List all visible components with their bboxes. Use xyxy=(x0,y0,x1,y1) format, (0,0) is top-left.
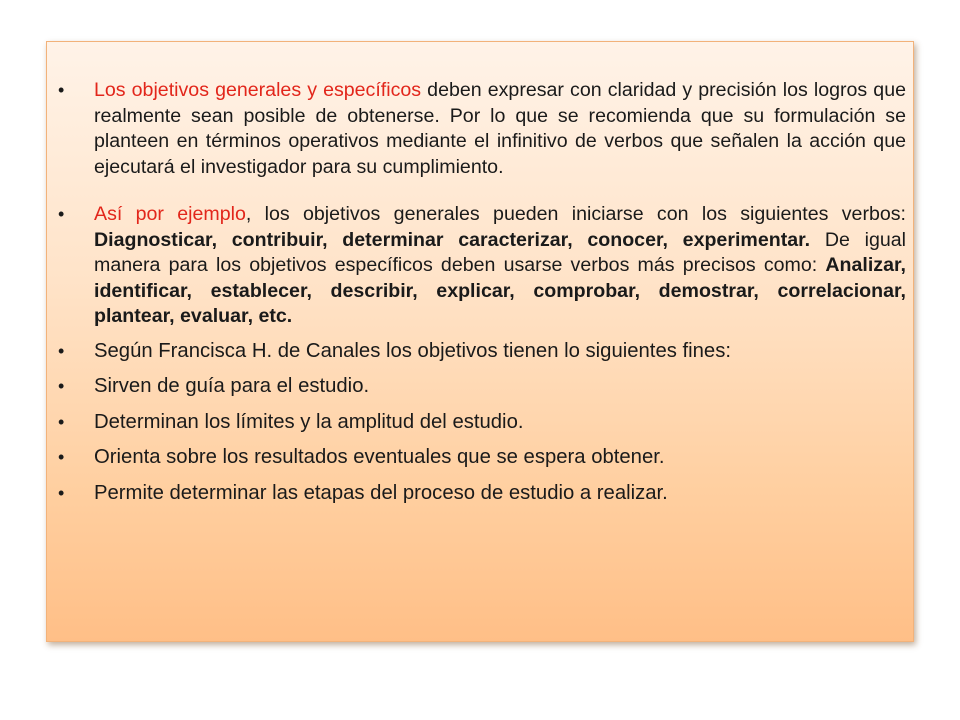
body-text: Permite determinar las etapas del proceso de estudio a realizar. xyxy=(94,481,668,504)
bullet-item-objetivos xyxy=(58,78,906,180)
body-text: , los objetivos generales pueden iniciarse con los siguientes verbos: xyxy=(245,203,907,225)
body-text: Sirven de guía para el estudio. xyxy=(94,375,370,397)
bullet-item-resultados xyxy=(58,445,906,471)
verbs-specific: Analizar, identificar, establecer, describir, explicar, comprobar, demostrar, correlacionar, plantear, evaluar, etc. xyxy=(94,254,906,327)
body-text: Según Francisca H. de Canales los objetivos tienen lo siguientes fines: xyxy=(94,339,731,362)
body-text: Orienta sobre los resultados eventuales que se espera obtener. xyxy=(94,446,665,468)
bullet-item-limites xyxy=(58,410,906,436)
verbs-general: Diagnosticar, contribuir, determinar caracterizar, conocer, experimentar. xyxy=(94,228,811,251)
bullet-item-guia xyxy=(58,374,906,400)
bullet-item-etapas xyxy=(58,481,906,507)
body-text: Determinan los límites y la amplitud del estudio. xyxy=(94,410,524,433)
bullet-icon: • xyxy=(58,447,65,467)
bullet-icon: • xyxy=(58,376,65,396)
bullet-icon: • xyxy=(58,340,65,361)
bullet-icon: • xyxy=(58,204,65,224)
bullet-icon: • xyxy=(58,411,65,432)
bullet-icon: • xyxy=(58,482,65,503)
bullet-icon: • xyxy=(58,80,65,100)
bullet-item-ejemplo xyxy=(58,202,907,330)
bullet-list xyxy=(58,78,907,516)
body-text: De igual manera para los objetivos específicos deben usarse verbos más precisos como: xyxy=(94,228,906,276)
highlight-text: Así por ejemplo xyxy=(94,203,246,225)
bullet-item-canales xyxy=(58,339,906,365)
body-text: deben expresar con claridad y precisión los logros que realmente sean posible de obtenerse. Por lo que se recomienda que su formulación se planteen en términos operativos mediante el infinitivo de verbos que señalen la acción que ejecutará el investigador para su cumplimiento. xyxy=(94,79,906,178)
highlight-text: Los objetivos generales y específicos xyxy=(94,79,422,101)
